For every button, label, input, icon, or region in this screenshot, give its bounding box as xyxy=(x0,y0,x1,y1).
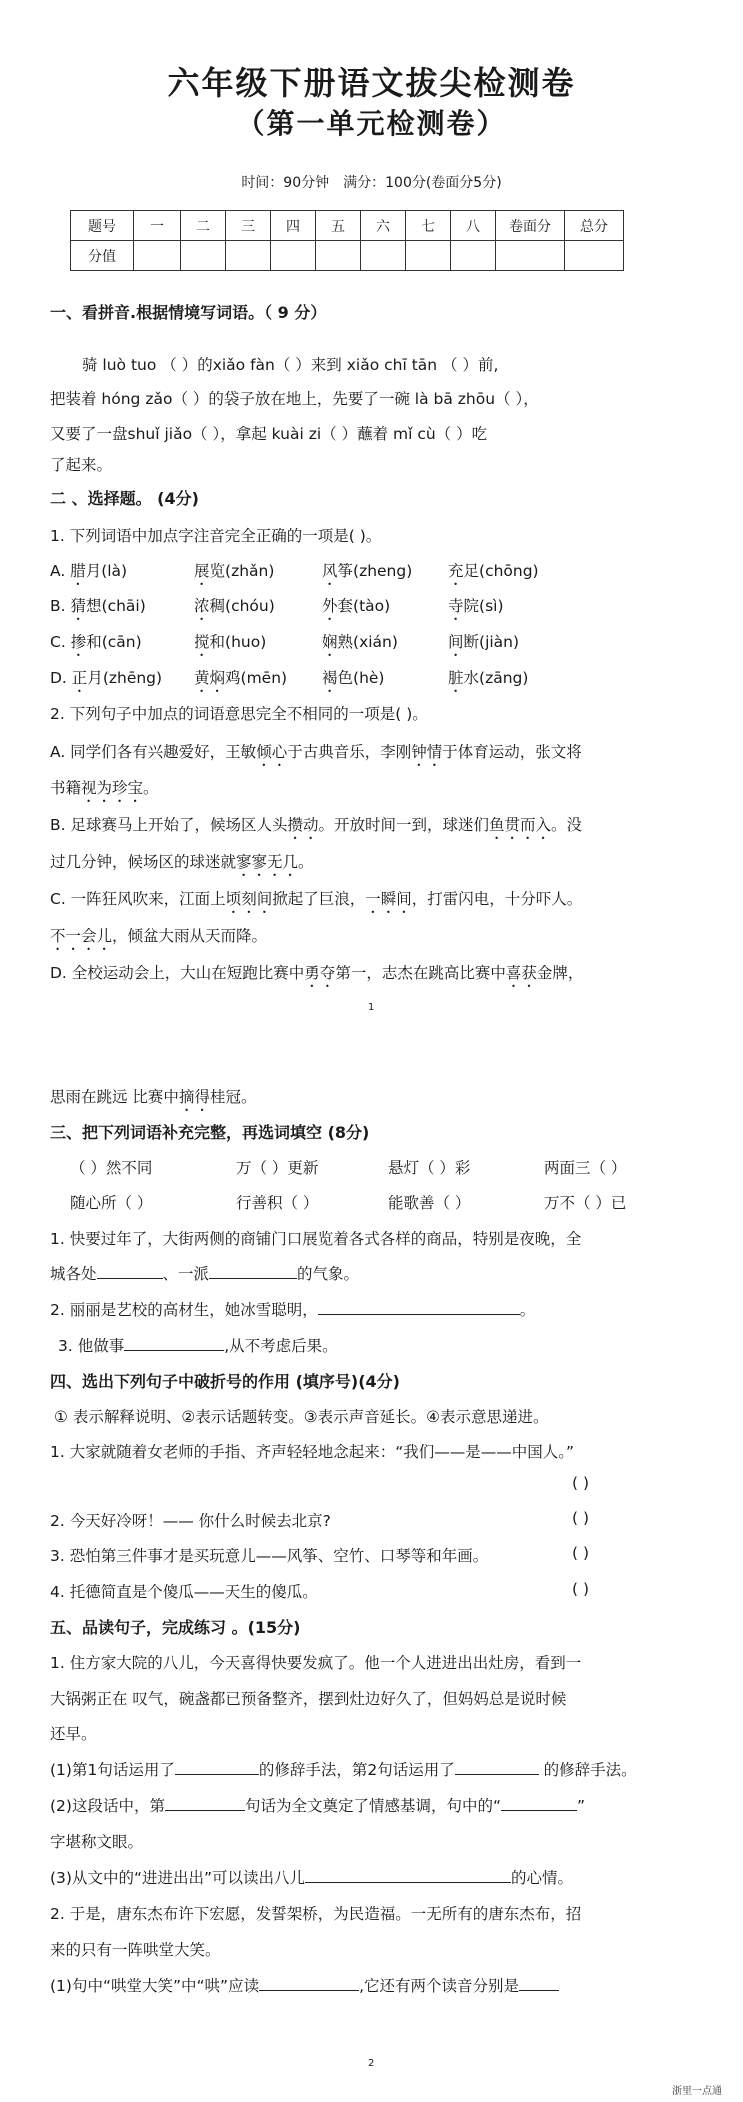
watermark: 浙里一点通 xyxy=(672,2086,722,2097)
passage-text: 2. 于是，唐东杰布许下宏愿，发誓架桥，为民造福。一无所有的唐东杰布，招 xyxy=(50,1905,582,1923)
page-number: 1 xyxy=(368,1002,375,1013)
idiom-item: 悬灯（ ）彩 xyxy=(388,1159,471,1177)
table-cell: 四 xyxy=(271,211,316,241)
table-cell: 一 xyxy=(134,211,181,241)
option-item: 寺院(sì) xyxy=(448,597,504,615)
score-cell[interactable] xyxy=(451,241,496,271)
idiom-item: 能歌善（ ） xyxy=(388,1194,471,1212)
answer-paren[interactable]: ( ) xyxy=(572,1509,590,1527)
option-item: C. 掺和(cān) xyxy=(50,633,142,651)
score-cell[interactable] xyxy=(226,241,271,271)
score-table-header-row xyxy=(71,211,624,241)
idiom-item: 万（ ）更新 xyxy=(236,1159,319,1177)
score-cell[interactable] xyxy=(565,241,624,271)
option-item: 搅和(huo) xyxy=(194,633,267,651)
table-cell: 总分 xyxy=(565,211,624,241)
idiom-item: （ ）然不同 xyxy=(70,1159,153,1177)
option-c-line: C. 一阵狂风吹来，江面上顷刻间掀起了巨浪，一瞬间，打雷闪电，十分吓人。 xyxy=(50,890,583,908)
passage-text: 大锅粥正在 叹气，碗盏都已预备整齐，摆到灶边好久了，但妈妈总是说时候 xyxy=(50,1690,567,1708)
answer-blank[interactable] xyxy=(259,1976,359,1991)
question-text: 1. 快要过年了，大街两侧的商铺门口展览着各式各样的商品，特别是夜晚，全 xyxy=(50,1230,582,1248)
answer-blank[interactable] xyxy=(165,1796,245,1811)
score-cell[interactable] xyxy=(181,241,226,271)
question-text: 3. 他做事 ,从不考虑后果。 xyxy=(58,1337,338,1355)
table-cell: 七 xyxy=(406,211,451,241)
question-text: (3)从文中的“进进出出”可以读出八儿 的心情。 xyxy=(50,1869,574,1887)
option-b-line: B. 足球赛马上开始了，候场区人头攒动。开放时间一到，球迷们鱼贯而入。没 xyxy=(50,816,583,834)
table-cell: 卷面分 xyxy=(496,211,565,241)
option-a-line: 书籍视为珍宝。 xyxy=(50,779,159,797)
question-text: (1)句中“哄堂大笑”中“哄”应读 ,它还有两个读音分别是 xyxy=(50,1974,559,1996)
option-a-line: A. 同学们各有兴趣爱好，王敏倾心于古典音乐，李刚钟情于体育运动，张文将 xyxy=(50,743,582,761)
answer-blank[interactable] xyxy=(501,1796,577,1811)
option-item: 外套(tào) xyxy=(322,597,391,615)
table-cell: 五 xyxy=(316,211,361,241)
answer-blank[interactable] xyxy=(209,1264,297,1279)
paper-title: 六年级下册语文拔尖检测卷 xyxy=(167,64,576,102)
section-3-heading: 三、把下列词语补充完整，再选词填空 (8分) xyxy=(50,1123,370,1142)
table-cell: 分值 xyxy=(71,241,134,271)
answer-blank[interactable] xyxy=(318,1300,520,1315)
option-item: 充足(chōng) xyxy=(448,562,539,580)
section-2-heading: 二 、选择题。 (4分) xyxy=(50,489,199,508)
answer-blank[interactable] xyxy=(124,1336,224,1351)
question-text: 1. 大家就随着女老师的手指、齐声轻轻地念起来：“我们——是——中国人。” xyxy=(50,1443,575,1461)
idiom-item: 两面三（ ） xyxy=(544,1159,627,1177)
question-text: 4. 托德简直是个傻瓜——天生的傻瓜。 xyxy=(50,1583,318,1601)
score-cell[interactable] xyxy=(271,241,316,271)
option-item: 脏水(zāng) xyxy=(448,669,529,687)
table-cell: 题号 xyxy=(71,211,134,241)
option-item: 浓稠(chóu) xyxy=(194,597,275,615)
option-item: 展览(zhǎn) xyxy=(194,562,275,580)
option-item: B. 猜想(chāi) xyxy=(50,597,146,615)
option-c-line: 不一会儿，倾盆大雨从天而降。 xyxy=(50,927,268,945)
table-cell: 八 xyxy=(451,211,496,241)
answer-blank[interactable] xyxy=(305,1868,511,1883)
question-text: 2. 今天好冷呀！—— 你什么时候去北京? xyxy=(50,1512,331,1530)
question-text: (2)这段话中，第 句话为全文奠定了情感基调，句中的“ ” xyxy=(50,1797,586,1815)
pinyin-line: 了起来。 xyxy=(50,456,113,474)
section-1-heading: 一、看拼音.根据情境写词语。（ 9 分） xyxy=(50,303,327,322)
option-item: 褐色(hè) xyxy=(322,669,385,687)
table-cell: 三 xyxy=(226,211,271,241)
question-text: 城各处 、一派 的气象。 xyxy=(50,1265,360,1283)
score-table xyxy=(70,210,624,271)
option-item: D. 正月(zhēng) xyxy=(50,669,163,687)
option-item: 娴熟(xián) xyxy=(322,633,398,651)
pinyin-line: 把装着 hóng zǎo（ ）的袋子放在地上，先要了一碗 là bā zhōu（ ）， xyxy=(50,390,539,408)
idiom-item: 万不（ ）已 xyxy=(544,1194,627,1212)
option-item: A. 腊月(là) xyxy=(50,562,128,580)
question-text: (1)第1句话运用了 的修辞手法，第2句话运用了 的修辞手法。 xyxy=(50,1761,637,1779)
table-cell: 六 xyxy=(361,211,406,241)
score-cell[interactable] xyxy=(316,241,361,271)
idiom-item: 行善积（ ） xyxy=(236,1194,319,1212)
pinyin-line: 又要了一盘shuǐ jiǎo（ ），拿起 kuài zi（ ）蘸着 mǐ cù（ ）吃 xyxy=(50,425,488,443)
legend-text: ① 表示解释说明、②表示话题转变。③表示声音延长。④表示意思递进。 xyxy=(54,1408,549,1426)
passage-text: 来的只有一阵哄堂大笑。 xyxy=(50,1941,221,1959)
question-text: 字堪称文眼。 xyxy=(50,1833,144,1851)
answer-paren[interactable]: ( ) xyxy=(572,1474,590,1492)
answer-paren[interactable]: ( ) xyxy=(572,1544,590,1562)
paper-subtitle: （第一单元检测卷） xyxy=(236,107,507,140)
option-b-line: 过几分钟，候场区的球迷就寥寥无几。 xyxy=(50,853,314,871)
answer-blank[interactable] xyxy=(455,1760,539,1775)
question-text: 1. 下列词语中加点字注音完全正确的一项是( )。 xyxy=(50,527,382,545)
option-d-line: 思雨在跳远 比赛中摘得桂冠。 xyxy=(50,1088,257,1106)
score-cell[interactable] xyxy=(496,241,565,271)
question-text: 2. 丽丽是艺校的高材生，她冰雪聪明， 。 xyxy=(50,1301,536,1319)
time-info: 时间：90分钟 满分：100分(卷面分5分) xyxy=(241,175,502,191)
table-cell: 二 xyxy=(181,211,226,241)
pinyin-line: 骑 luò tuo （ ）的xiǎo fàn（ ）来到 xiǎo chī tān （ ）前, xyxy=(82,356,499,374)
option-item: 黄焖鸡(mēn) xyxy=(194,669,288,687)
answer-blank[interactable] xyxy=(519,1976,559,1991)
score-cell[interactable] xyxy=(406,241,451,271)
option-item: 间断(jiàn) xyxy=(448,633,520,651)
option-d-line: D. 全校运动会上，大山在短跑比赛中勇夺第一，志杰在跳高比赛中喜获金牌， xyxy=(50,964,584,982)
answer-paren[interactable]: ( ) xyxy=(572,1580,590,1598)
option-item: 风筝(zheng) xyxy=(322,562,413,580)
section-5-heading: 五、品读句子，完成练习 。(15分) xyxy=(50,1618,301,1637)
answer-blank[interactable] xyxy=(97,1264,163,1279)
passage-text: 还早。 xyxy=(50,1725,97,1743)
score-cell[interactable] xyxy=(361,241,406,271)
section-4-heading: 四、选出下列句子中破折号的作用 (填序号)(4分) xyxy=(50,1372,400,1391)
idiom-item: 随心所（ ） xyxy=(70,1194,153,1212)
passage-text: 1. 住方家大院的八儿，今天喜得快要发疯了。他一个人进进出出灶房，看到一 xyxy=(50,1654,582,1672)
score-table-value-row xyxy=(71,241,624,271)
page-number: 2 xyxy=(368,2058,375,2069)
question-text: 2. 下列句子中加点的词语意思完全不相同的一项是( )。 xyxy=(50,705,428,723)
question-text: 3. 恐怕第三件事才是买玩意儿——风筝、空竹、口琴等和年画。 xyxy=(50,1547,489,1565)
answer-blank[interactable] xyxy=(175,1760,259,1775)
score-cell[interactable] xyxy=(134,241,181,271)
